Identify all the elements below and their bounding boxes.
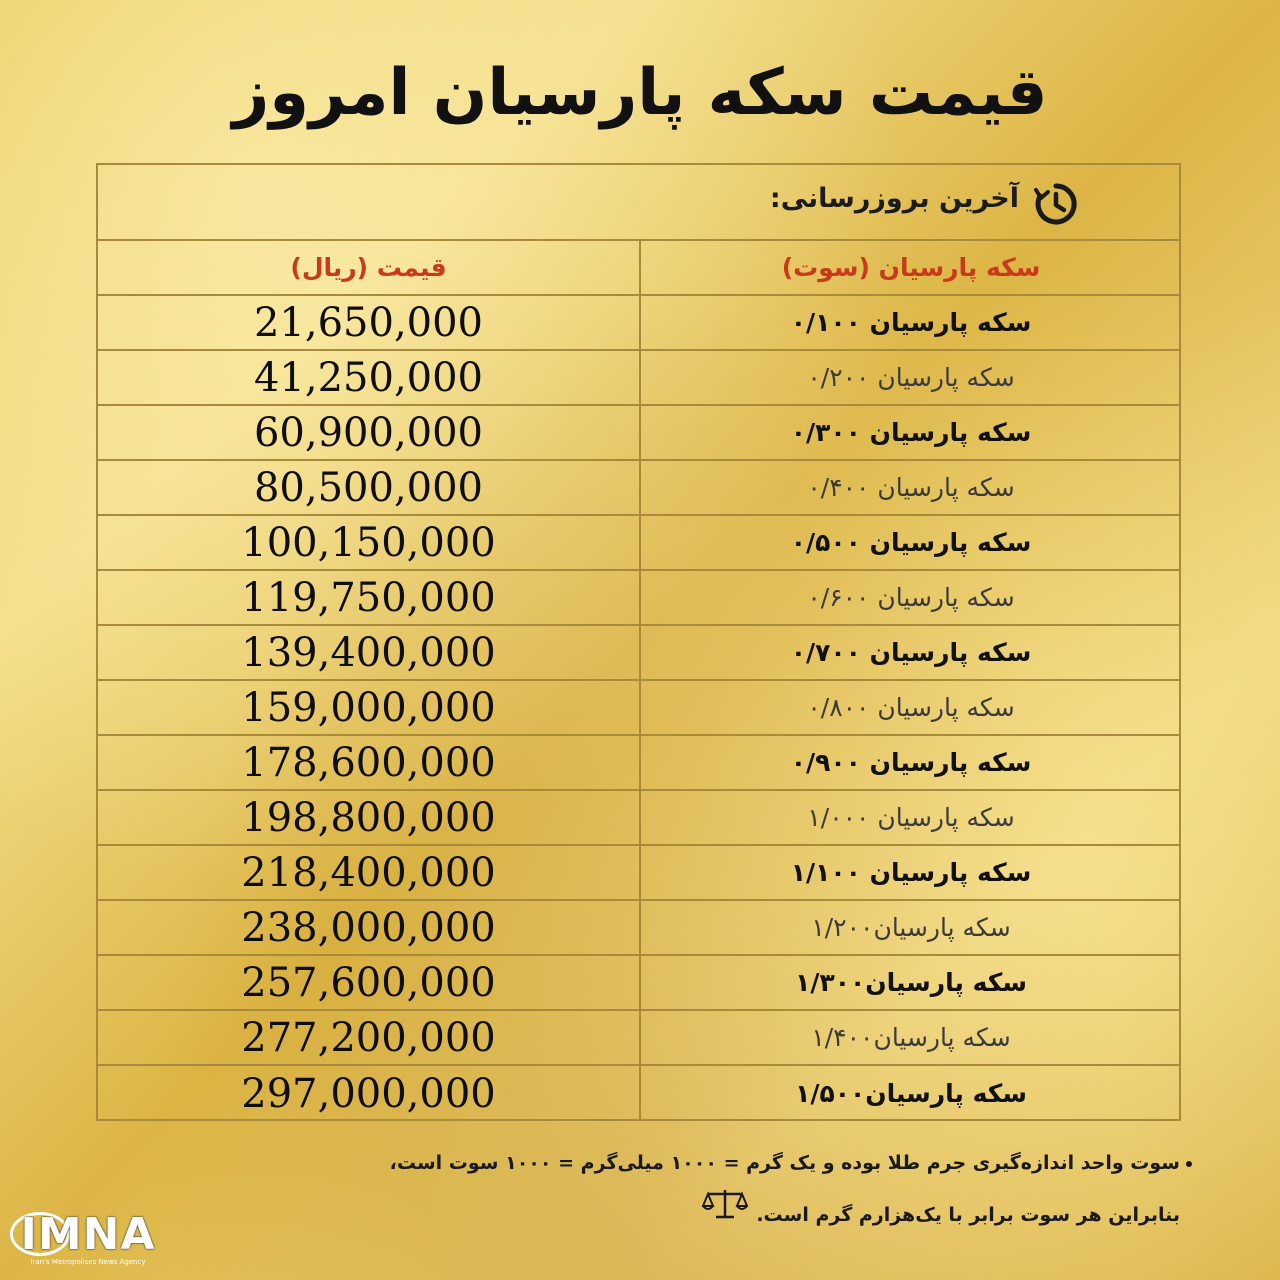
table-row (98, 351, 1179, 406)
table-row (98, 461, 1179, 516)
table-row (98, 296, 1179, 351)
table-row (98, 791, 1179, 846)
coin-price: 60,900,000 (253, 409, 484, 456)
table-row (98, 516, 1179, 571)
page-title: قیمت سکه پارسیان امروز (232, 56, 1048, 130)
last-update-label: آخرین بروزرسانی: (769, 183, 1019, 214)
table-row (98, 626, 1179, 681)
coin-price: 159,000,000 (241, 684, 496, 731)
table-row (98, 846, 1179, 901)
coin-name: سکه پارسیان۱/۵۰۰ (795, 1079, 1027, 1108)
header-coin: سکه پارسیان (سوت) (781, 253, 1041, 282)
coin-name: سکه پارسیان ۰/۱۰۰ (790, 308, 1032, 337)
coin-price: 257,600,000 (241, 959, 496, 1006)
table-row (98, 681, 1179, 736)
coin-price: 218,400,000 (241, 849, 496, 896)
coin-name: سکه پارسیان ۰/۷۰۰ (790, 638, 1032, 667)
scale-icon (702, 1186, 748, 1222)
table-row (98, 1066, 1179, 1121)
coin-name: سکه پارسیان ۰/۳۰۰ (790, 418, 1032, 447)
coin-price: 139,400,000 (241, 629, 496, 676)
coin-price: 297,000,000 (241, 1070, 496, 1117)
table-row (98, 736, 1179, 791)
coin-name: سکه پارسیان ۰/۵۰۰ (790, 528, 1032, 557)
logo-text: IMNA (20, 1208, 156, 1260)
imna-logo (8, 1206, 168, 1274)
coin-name: سکه پارسیان۱/۲۰۰ (811, 913, 1011, 942)
coin-price: 178,600,000 (241, 739, 496, 786)
coin-price: 21,650,000 (253, 299, 484, 346)
coin-name: سکه پارسیان ۱/۱۰۰ (790, 858, 1032, 887)
note-line-1: سوت واحد اندازه‌گیری جرم طلا بوده و یک گرم = ۱۰۰۰ میلی‌گرم = ۱۰۰۰ سوت است، (389, 1152, 1180, 1174)
note-bullet (1186, 1161, 1192, 1167)
table-row (98, 901, 1179, 956)
price-table (96, 163, 1181, 1121)
table-header-row (98, 241, 1179, 296)
coin-price: 100,150,000 (241, 519, 496, 566)
coin-price: 80,500,000 (253, 464, 484, 511)
coin-name: سکه پارسیان۱/۳۰۰ (795, 968, 1027, 997)
clock-refresh-icon (1033, 181, 1079, 227)
note-line-2: بنابراین هر سوت برابر با یک‌هزارم گرم است. (756, 1204, 1180, 1226)
coin-name: سکه پارسیان ۰/۴۰۰ (807, 473, 1015, 502)
coin-name: سکه پارسیان ۰/۶۰۰ (807, 583, 1015, 612)
coin-name: سکه پارسیان ۰/۸۰۰ (807, 693, 1015, 722)
coin-price: 41,250,000 (253, 354, 484, 401)
header-price: قیمت (ریال) (290, 253, 447, 282)
table-row (98, 1011, 1179, 1066)
coin-name: سکه پارسیان ۰/۲۰۰ (807, 363, 1015, 392)
coin-price: 238,000,000 (241, 904, 496, 951)
coin-price: 277,200,000 (241, 1014, 496, 1061)
table-row (98, 406, 1179, 461)
coin-price: 119,750,000 (241, 574, 496, 621)
table-row (98, 571, 1179, 626)
coin-name: سکه پارسیان۱/۴۰۰ (811, 1023, 1011, 1052)
coin-price: 198,800,000 (241, 794, 496, 841)
update-row (98, 165, 1179, 241)
coin-name: سکه پارسیان ۰/۹۰۰ (790, 748, 1032, 777)
logo-subtitle: Iran's Metropolises News Agency (30, 1258, 146, 1266)
coin-name: سکه پارسیان ۱/۰۰۰ (807, 803, 1015, 832)
table-row (98, 956, 1179, 1011)
